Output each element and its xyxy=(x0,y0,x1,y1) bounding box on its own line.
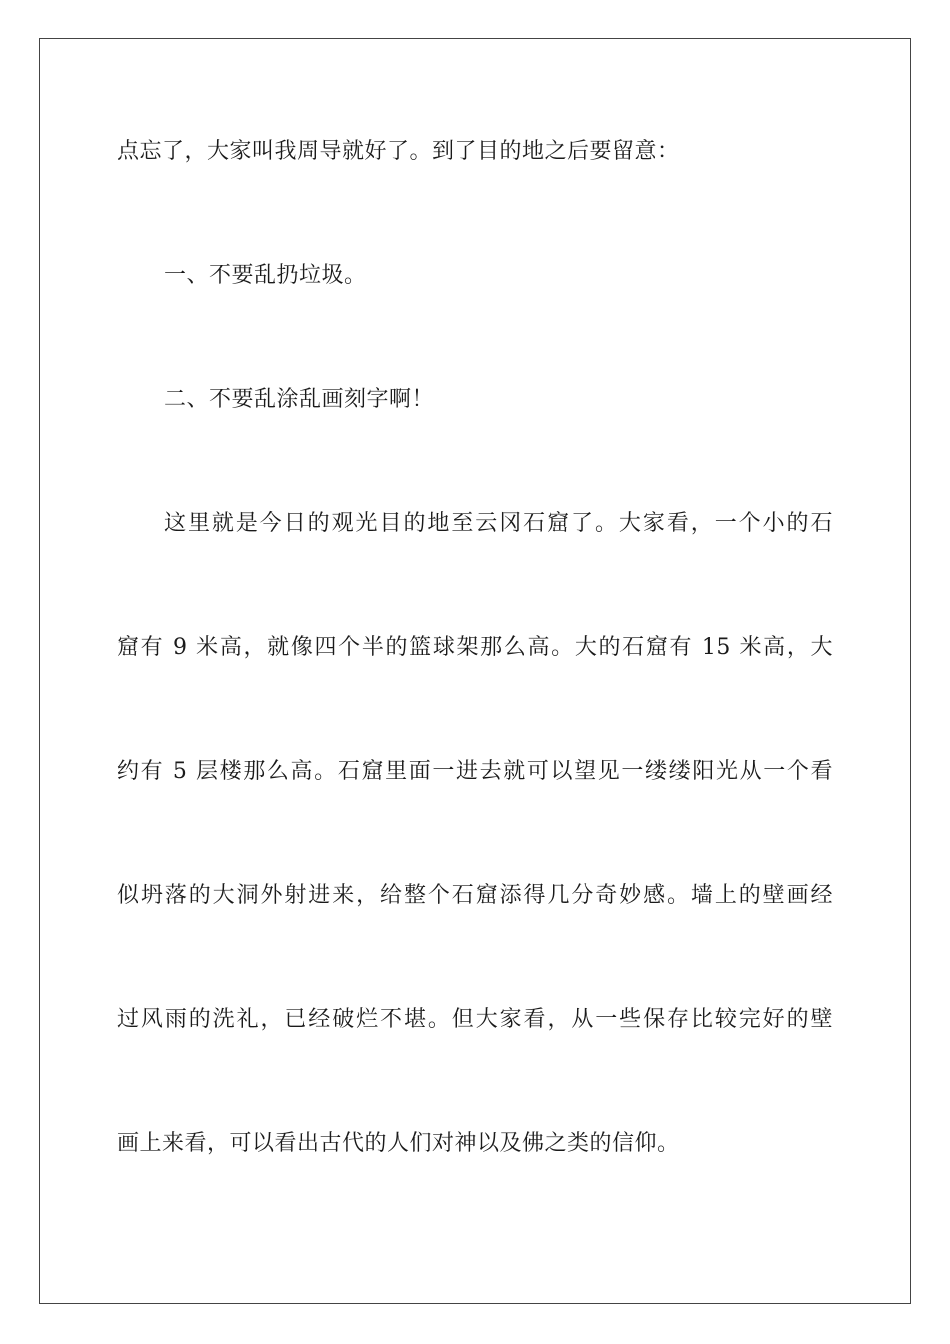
paragraph-line: 过风雨的洗礼，已经破烂不堪。但大家看，从一些保存比较完好的壁 xyxy=(117,1007,833,1032)
paragraph-line: 窟有 9 米高，就像四个半的篮球架那么高。大的石窟有 15 米高，大 xyxy=(117,635,833,660)
paragraph-line: 约有 5 层楼那么高。石窟里面一进去就可以望见一缕缕阳光从一个看 xyxy=(117,759,833,784)
page-border xyxy=(39,38,911,1304)
paragraph-line: 这里就是今日的观光目的地至云冈石窟了。大家看，一个小的石 xyxy=(164,511,833,536)
list-item: 二、不要乱涂乱画刻字啊！ xyxy=(164,387,435,412)
paragraph-line: 点忘了，大家叫我周导就好了。到了目的地之后要留意： xyxy=(117,139,680,164)
paragraph-line: 似坍落的大洞外射进来，给整个石窟添得几分奇妙感。墙上的壁画经 xyxy=(117,883,833,908)
list-item: 一、不要乱扔垃圾。 xyxy=(164,263,367,288)
paragraph-line: 画上来看，可以看出古代的人们对神以及佛之类的信仰。 xyxy=(117,1131,680,1156)
